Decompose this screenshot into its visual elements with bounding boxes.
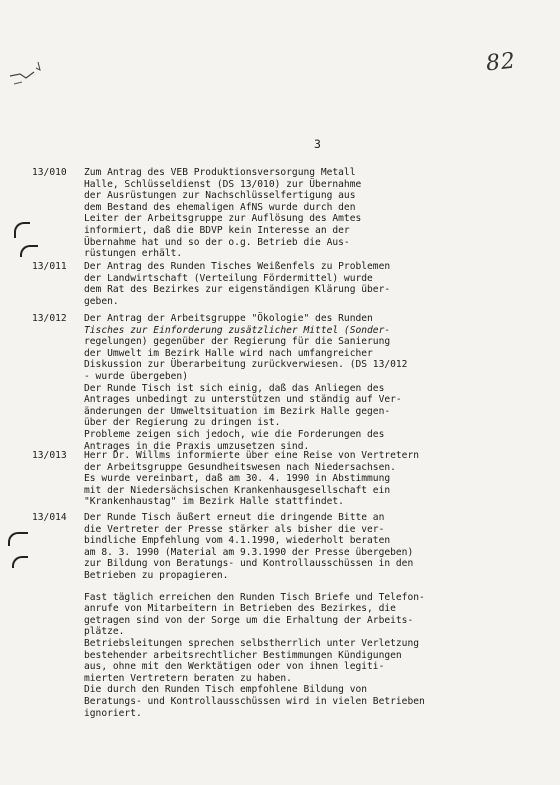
text-line: der Ausrüstungen zur Nachschlüsselfertigung aus bbox=[84, 190, 356, 202]
protocol-entry bbox=[32, 313, 532, 452]
text-line: Leiter der Arbeitsgruppe zur Auflösung des Amtes bbox=[84, 213, 362, 225]
text-line: Antrages unbedingt zu unterstützen und ständig auf Ver- bbox=[84, 394, 402, 406]
text-line: dem Rat des Bezirkes zur eigenständigen Klärung über- bbox=[84, 284, 391, 296]
entry-body bbox=[84, 167, 532, 260]
pencil-scribble-icon bbox=[8, 54, 48, 94]
text-line: ignoriert. bbox=[84, 707, 142, 719]
text-line: mit der Niedersächsischen Krankenhausgesellschaft ein bbox=[84, 484, 391, 496]
text-line: rüstungen erhält. bbox=[84, 248, 183, 260]
protocol-entry bbox=[32, 167, 532, 260]
text-line: Beratungs- und Kontrollausschüssen wird in vielen Betrieben bbox=[84, 695, 425, 707]
text-line: informiert, daß die BDVP kein Interesse an der bbox=[84, 224, 350, 236]
protocol-entry bbox=[32, 261, 532, 307]
text-line: Es wurde vereinbart, daß am 30. 4. 1990 in Abstimmung bbox=[84, 473, 391, 485]
text-line: Halle, Schlüsseldienst (DS 13/010) zur Übernahme bbox=[84, 178, 362, 190]
entry-paragraph bbox=[84, 592, 532, 720]
text-line: der Arbeitsgruppe Gesundheitswesen nach Niedersachsen. bbox=[84, 461, 396, 473]
text-line: Der Antrag der Arbeitsgruppe "Ökologie" des Runden bbox=[84, 313, 373, 324]
text-line: Herr Dr. Willms informierte über eine Reise von Vertretern bbox=[84, 450, 420, 461]
entry-body bbox=[84, 450, 532, 508]
text-line: die Vertreter der Presse stärker als bisher die ver- bbox=[84, 523, 385, 535]
text-line: über der Regierung zu dringen ist. bbox=[84, 417, 281, 429]
binding-mark bbox=[14, 222, 30, 238]
text-line: anrufe von Mitarbeitern in Betrieben des Bezirkes, die bbox=[84, 603, 396, 615]
binding-mark bbox=[12, 556, 28, 568]
text-line: plätze. bbox=[84, 626, 125, 638]
text-line: bestehender arbeitsrechtlicher Bestimmungen Kündigungen bbox=[84, 649, 402, 661]
entry-id: 13/013 bbox=[32, 450, 67, 461]
text-line: getragen sind von der Sorge um die Erhaltung der Arbeits- bbox=[84, 614, 414, 626]
text-line: Betriebsleitungen sprechen selbstherrlich unter Verletzung bbox=[84, 637, 420, 649]
text-line: mierten Vertretern beraten zu haben. bbox=[84, 672, 292, 684]
text-line: aus, ohne mit den Werktätigen oder von ihnen legiti- bbox=[84, 661, 385, 673]
text-line: Fast täglich erreichen den Runden Tisch Briefe und Telefon- bbox=[84, 591, 425, 603]
text-line: geben. bbox=[84, 295, 119, 307]
entry-body bbox=[84, 313, 532, 452]
text-line: Diskussion zur Überarbeitung zurückverwiesen. (DS 13/012 bbox=[84, 359, 408, 371]
text-line: Der Antrag des Runden Tisches Weißenfels zu Problemen bbox=[84, 261, 391, 272]
binding-mark bbox=[8, 532, 28, 546]
entry-body bbox=[84, 261, 532, 307]
text-line: - wurde übergeben) bbox=[84, 370, 188, 382]
text-line: Zum Antrag des VEB Produktionsversorgung Metall bbox=[84, 167, 356, 178]
entry-id: 13/012 bbox=[32, 313, 67, 324]
text-line: der Landwirtschaft (Verteilung Fördermittel) wurde bbox=[84, 272, 373, 284]
entry-id: 13/014 bbox=[32, 512, 67, 523]
text-line: Der Runde Tisch ist sich einig, daß das Anliegen des bbox=[84, 382, 385, 394]
protocol-entry bbox=[32, 450, 532, 508]
text-line: dem Bestand des ehemaligen AfNS wurde durch den bbox=[84, 201, 356, 213]
entry-id: 13/011 bbox=[32, 261, 67, 272]
text-line: am 8. 3. 1990 (Material am 9.3.1990 der Presse übergeben) bbox=[84, 546, 414, 558]
page-number: 3 bbox=[314, 137, 321, 151]
text-line: Betrieben zu propagieren. bbox=[84, 569, 229, 581]
handwritten-folio-number: 82 bbox=[484, 48, 518, 77]
entry-id: 13/010 bbox=[32, 167, 67, 178]
text-line: Probleme zeigen sich jedoch, wie die Forderungen des bbox=[84, 428, 385, 440]
text-line: änderungen der Umweltsituation im Bezirk Halle gegen- bbox=[84, 405, 391, 417]
text-line: Tisches zur Einforderung zusätzlicher Mittel (Sonder- bbox=[84, 324, 391, 336]
text-line: "Krankenhaustag" im Bezirk Halle stattfindet. bbox=[84, 496, 344, 508]
text-line: der Umwelt im Bezirk Halle wird nach umfangreicher bbox=[84, 347, 373, 359]
protocol-entry bbox=[32, 512, 532, 719]
text-line: Übernahme hat und so der o.g. Betrieb die Aus- bbox=[84, 236, 350, 248]
text-line: Die durch den Runden Tisch empfohlene Bildung von bbox=[84, 684, 368, 696]
text-line: Der Runde Tisch äußert erneut die dringende Bitte an bbox=[84, 512, 385, 523]
text-line: bindliche Empfehlung vom 4.1.1990, wiederholt beraten bbox=[84, 535, 391, 547]
text-line: zur Bildung von Beratungs- und Kontrollausschüssen in den bbox=[84, 558, 414, 570]
text-line: regelungen) gegenüber der Regierung für die Sanierung bbox=[84, 336, 391, 348]
entry-body bbox=[84, 512, 532, 719]
text-line: Antrages in die Praxis umzusetzen sind. bbox=[84, 440, 310, 452]
